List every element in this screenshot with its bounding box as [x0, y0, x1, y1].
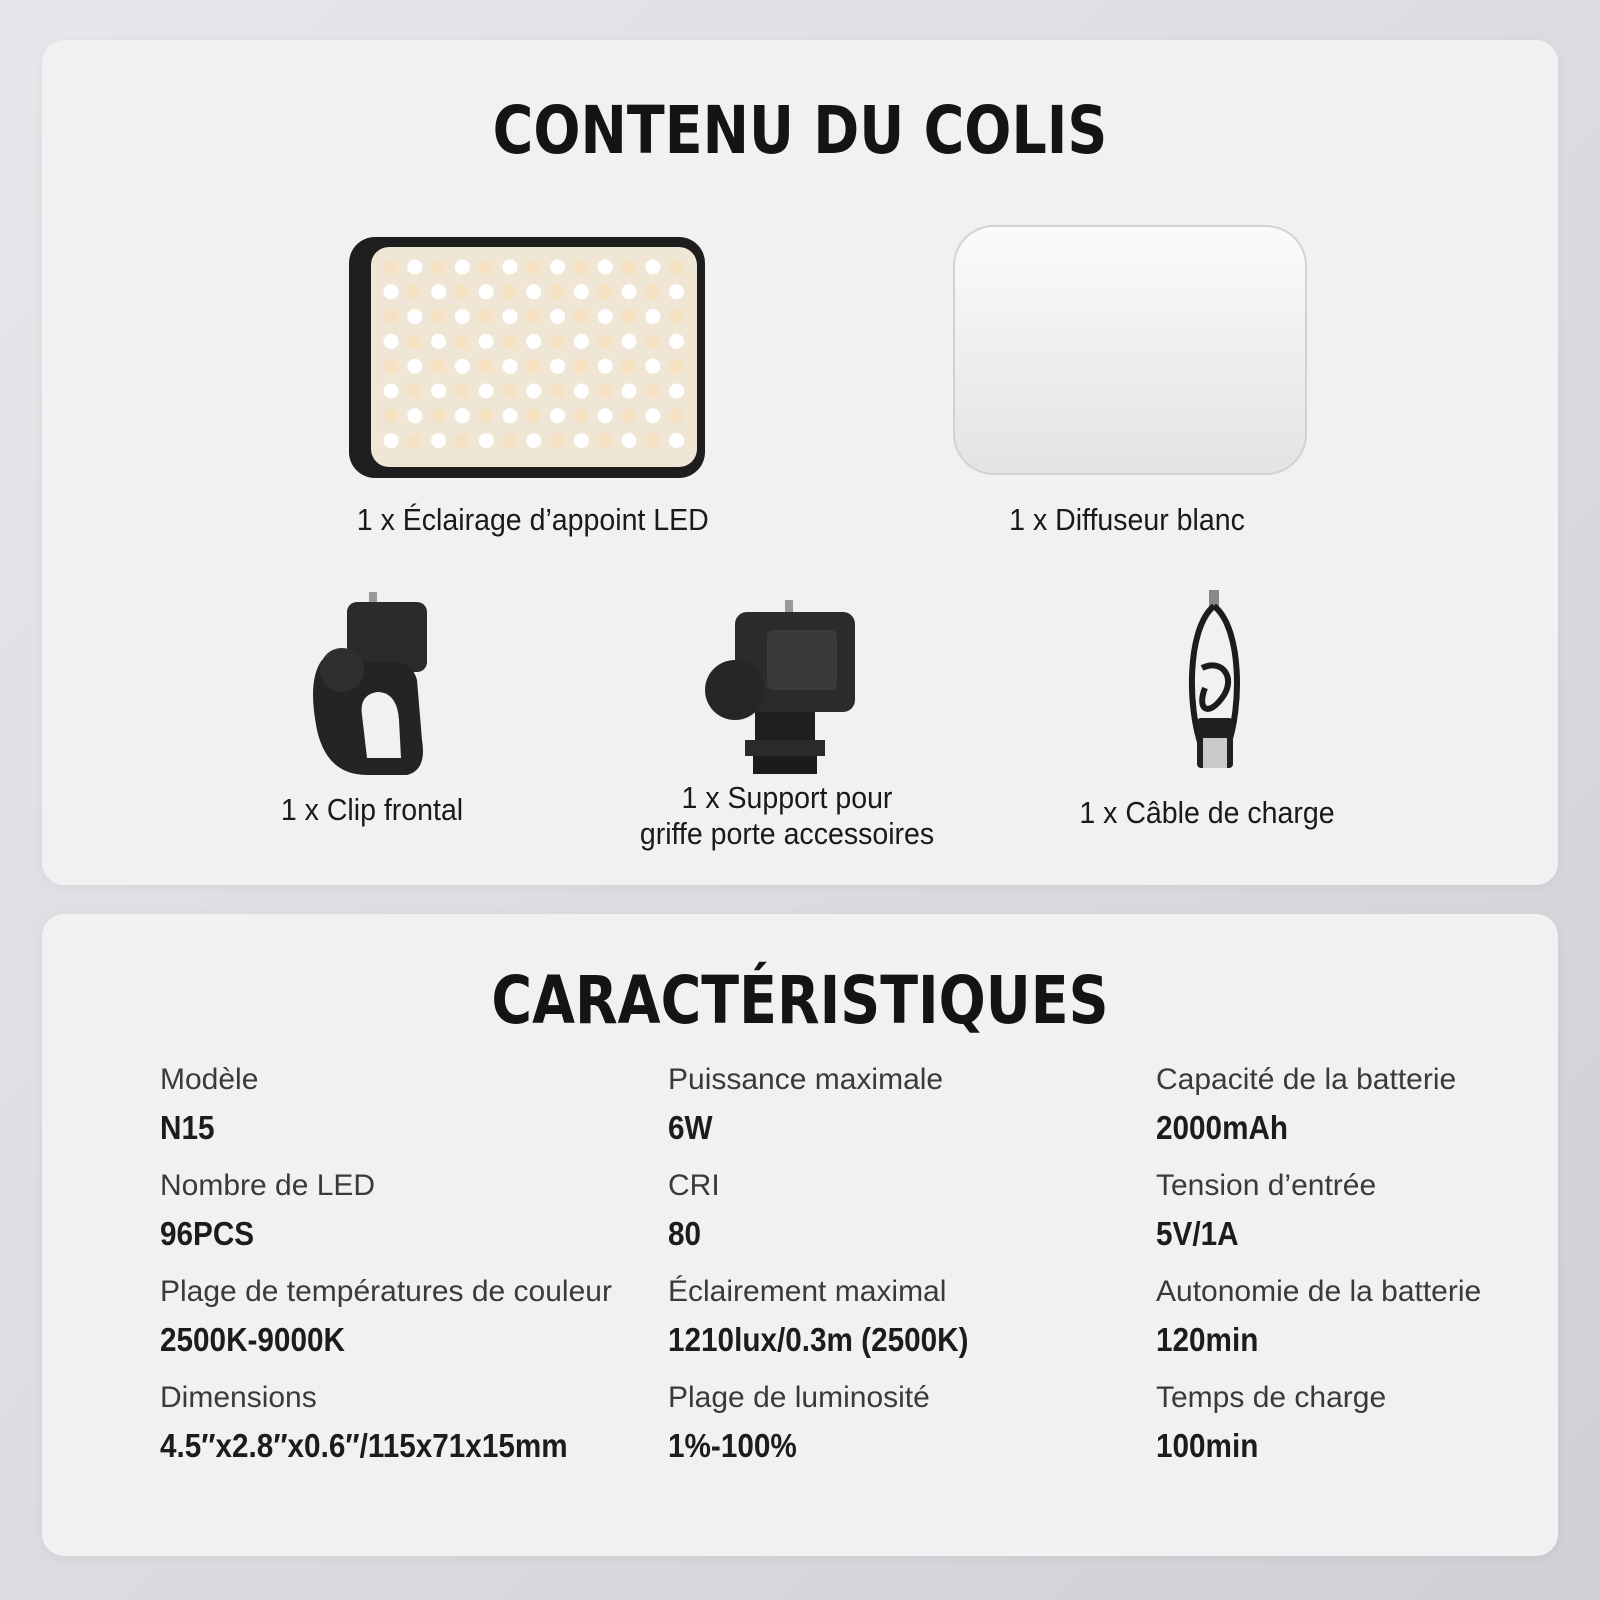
spec-dimensions [160, 1380, 620, 1466]
led-dot [431, 408, 446, 423]
led-dot [407, 309, 422, 324]
led-dot [384, 260, 399, 275]
spec-value: 120min [1156, 1321, 1259, 1358]
led-dot [669, 334, 684, 349]
led-dot [550, 408, 565, 423]
led-dot [645, 408, 660, 423]
led-dot [479, 433, 494, 448]
led-dot [574, 408, 589, 423]
led-dot [479, 284, 494, 299]
led-dot [384, 309, 399, 324]
led-dot [669, 284, 684, 299]
led-dot [526, 408, 541, 423]
spec-led-count [160, 1168, 620, 1254]
led-dot [574, 384, 589, 399]
spec-value: 1%-100% [668, 1427, 797, 1464]
spec-value: 2000mAh [1156, 1109, 1289, 1146]
led-dot [503, 433, 518, 448]
led-dot [431, 359, 446, 374]
led-dot [622, 433, 637, 448]
led-dot [526, 359, 541, 374]
spec-label: Puissance maximale [668, 1063, 944, 1096]
led-dot [407, 433, 422, 448]
led-dot [669, 359, 684, 374]
led-dot [598, 334, 613, 349]
led-dot [431, 433, 446, 448]
shoe-mount-caption-line1: 1 x Support pour [681, 780, 893, 815]
led-dot [407, 359, 422, 374]
led-dot [503, 260, 518, 275]
led-dot [550, 309, 565, 324]
led-dot [526, 309, 541, 324]
shoe-mount-icon [697, 600, 867, 780]
front-clip-caption: 1 x Clip frontal [280, 792, 464, 827]
spec-label: Capacité de la batterie [1156, 1063, 1457, 1096]
spec-value: 100min [1156, 1427, 1259, 1464]
led-dot [622, 359, 637, 374]
led-dot [622, 284, 637, 299]
spec-label: Nombre de LED [160, 1169, 376, 1202]
package-contents-panel [42, 40, 1558, 885]
led-dot [550, 284, 565, 299]
led-dot [622, 384, 637, 399]
led-dot [431, 309, 446, 324]
led-dot [574, 309, 589, 324]
led-dot [479, 384, 494, 399]
led-dot [503, 359, 518, 374]
led-dot [455, 408, 470, 423]
led-dot [550, 433, 565, 448]
spec-max-power [668, 1062, 1128, 1148]
led-light-image [347, 235, 707, 480]
spec-model [160, 1062, 620, 1148]
led-dot [431, 384, 446, 399]
led-dot [503, 334, 518, 349]
spec-label: Plage de luminosité [668, 1381, 930, 1414]
led-dot [622, 408, 637, 423]
led-dot [550, 260, 565, 275]
led-dot [645, 384, 660, 399]
led-dot [669, 433, 684, 448]
led-dot [598, 309, 613, 324]
led-dot [645, 260, 660, 275]
led-dot [479, 334, 494, 349]
spec-label: Éclairement maximal [668, 1275, 947, 1308]
led-dot [645, 334, 660, 349]
led-dot [622, 309, 637, 324]
led-dot [384, 359, 399, 374]
led-dot [598, 408, 613, 423]
diffuser-caption: 1 x Diffuseur blanc [1009, 502, 1245, 537]
clip-icon [297, 590, 447, 780]
led-dot [598, 384, 613, 399]
led-dot [407, 334, 422, 349]
led-dot [407, 284, 422, 299]
led-dot [645, 284, 660, 299]
led-light-caption: 1 x Éclairage d’appoint LED [356, 502, 709, 537]
spec-color-temperature [160, 1274, 620, 1360]
led-dot [384, 284, 399, 299]
led-dot [526, 433, 541, 448]
spec-label: Plage de températures de couleur [160, 1275, 612, 1308]
led-dot [574, 359, 589, 374]
led-dot [479, 359, 494, 374]
led-dot [431, 334, 446, 349]
led-dot [503, 284, 518, 299]
spec-max-illuminance [668, 1274, 1128, 1360]
spec-label: CRI [668, 1169, 720, 1202]
spec-value: 5V/1A [1156, 1215, 1239, 1252]
led-dot [526, 384, 541, 399]
shoe-mount-caption-line2: griffe porte accessoires [639, 816, 935, 851]
contents-heading: CONTENU DU COLIS [492, 92, 1108, 169]
spec-label: Temps de charge [1156, 1381, 1387, 1414]
spec-brightness-range [668, 1380, 1128, 1466]
spec-value: 1210lux/0.3m (2500K) [668, 1321, 969, 1358]
led-dot [479, 408, 494, 423]
led-dot [669, 408, 684, 423]
led-dot [550, 334, 565, 349]
led-dot [407, 260, 422, 275]
led-dot [622, 334, 637, 349]
spec-value: 4.5″x2.8″x0.6″/115x71x15mm [160, 1427, 568, 1464]
specs-heading: CARACTÉRISTIQUES [491, 962, 1109, 1039]
led-dot [669, 384, 684, 399]
spec-value: 80 [668, 1215, 702, 1252]
led-dot [598, 433, 613, 448]
led-dot [526, 284, 541, 299]
charging-cable-icon [1167, 588, 1267, 778]
led-dot [455, 260, 470, 275]
led-dot [503, 309, 518, 324]
spec-battery-capacity [1156, 1062, 1536, 1148]
spec-value: N15 [160, 1109, 215, 1146]
led-dot [431, 260, 446, 275]
led-dot [455, 359, 470, 374]
diffuser-image [950, 222, 1310, 482]
led-dot [574, 284, 589, 299]
led-dot [645, 433, 660, 448]
spec-cri [668, 1168, 1128, 1254]
led-dot [455, 384, 470, 399]
led-dot [574, 260, 589, 275]
led-dot [526, 334, 541, 349]
led-dot [455, 284, 470, 299]
led-dot [384, 384, 399, 399]
led-dot [503, 384, 518, 399]
led-dot [407, 408, 422, 423]
spec-input-voltage [1156, 1168, 1536, 1254]
led-dot [598, 284, 613, 299]
led-dot [645, 309, 660, 324]
led-dot [503, 408, 518, 423]
led-dot [384, 408, 399, 423]
led-dot [455, 334, 470, 349]
specifications-panel [42, 914, 1558, 1556]
led-dot [479, 309, 494, 324]
led-dot [550, 359, 565, 374]
led-dot [669, 309, 684, 324]
led-dot [645, 359, 660, 374]
spec-label: Tension d’entrée [1156, 1169, 1377, 1202]
led-dot [622, 260, 637, 275]
led-dot [384, 334, 399, 349]
led-dot [431, 284, 446, 299]
led-dot [669, 260, 684, 275]
spec-value: 2500K-9000K [160, 1321, 345, 1358]
led-dot [455, 309, 470, 324]
led-dot [384, 433, 399, 448]
led-dot [574, 433, 589, 448]
spec-label: Modèle [160, 1063, 259, 1096]
spec-value: 6W [668, 1109, 713, 1146]
spec-value: 96PCS [160, 1215, 255, 1252]
led-dot [407, 384, 422, 399]
led-dot [455, 433, 470, 448]
led-dot [526, 260, 541, 275]
spec-label: Dimensions [160, 1381, 317, 1414]
spec-charging-time [1156, 1380, 1536, 1466]
led-dot [479, 260, 494, 275]
cable-caption: 1 x Câble de charge [1079, 795, 1335, 830]
led-dot [550, 384, 565, 399]
led-dot [598, 260, 613, 275]
spec-battery-life [1156, 1274, 1536, 1360]
led-dot [598, 359, 613, 374]
spec-label: Autonomie de la batterie [1156, 1275, 1482, 1308]
led-dot [574, 334, 589, 349]
